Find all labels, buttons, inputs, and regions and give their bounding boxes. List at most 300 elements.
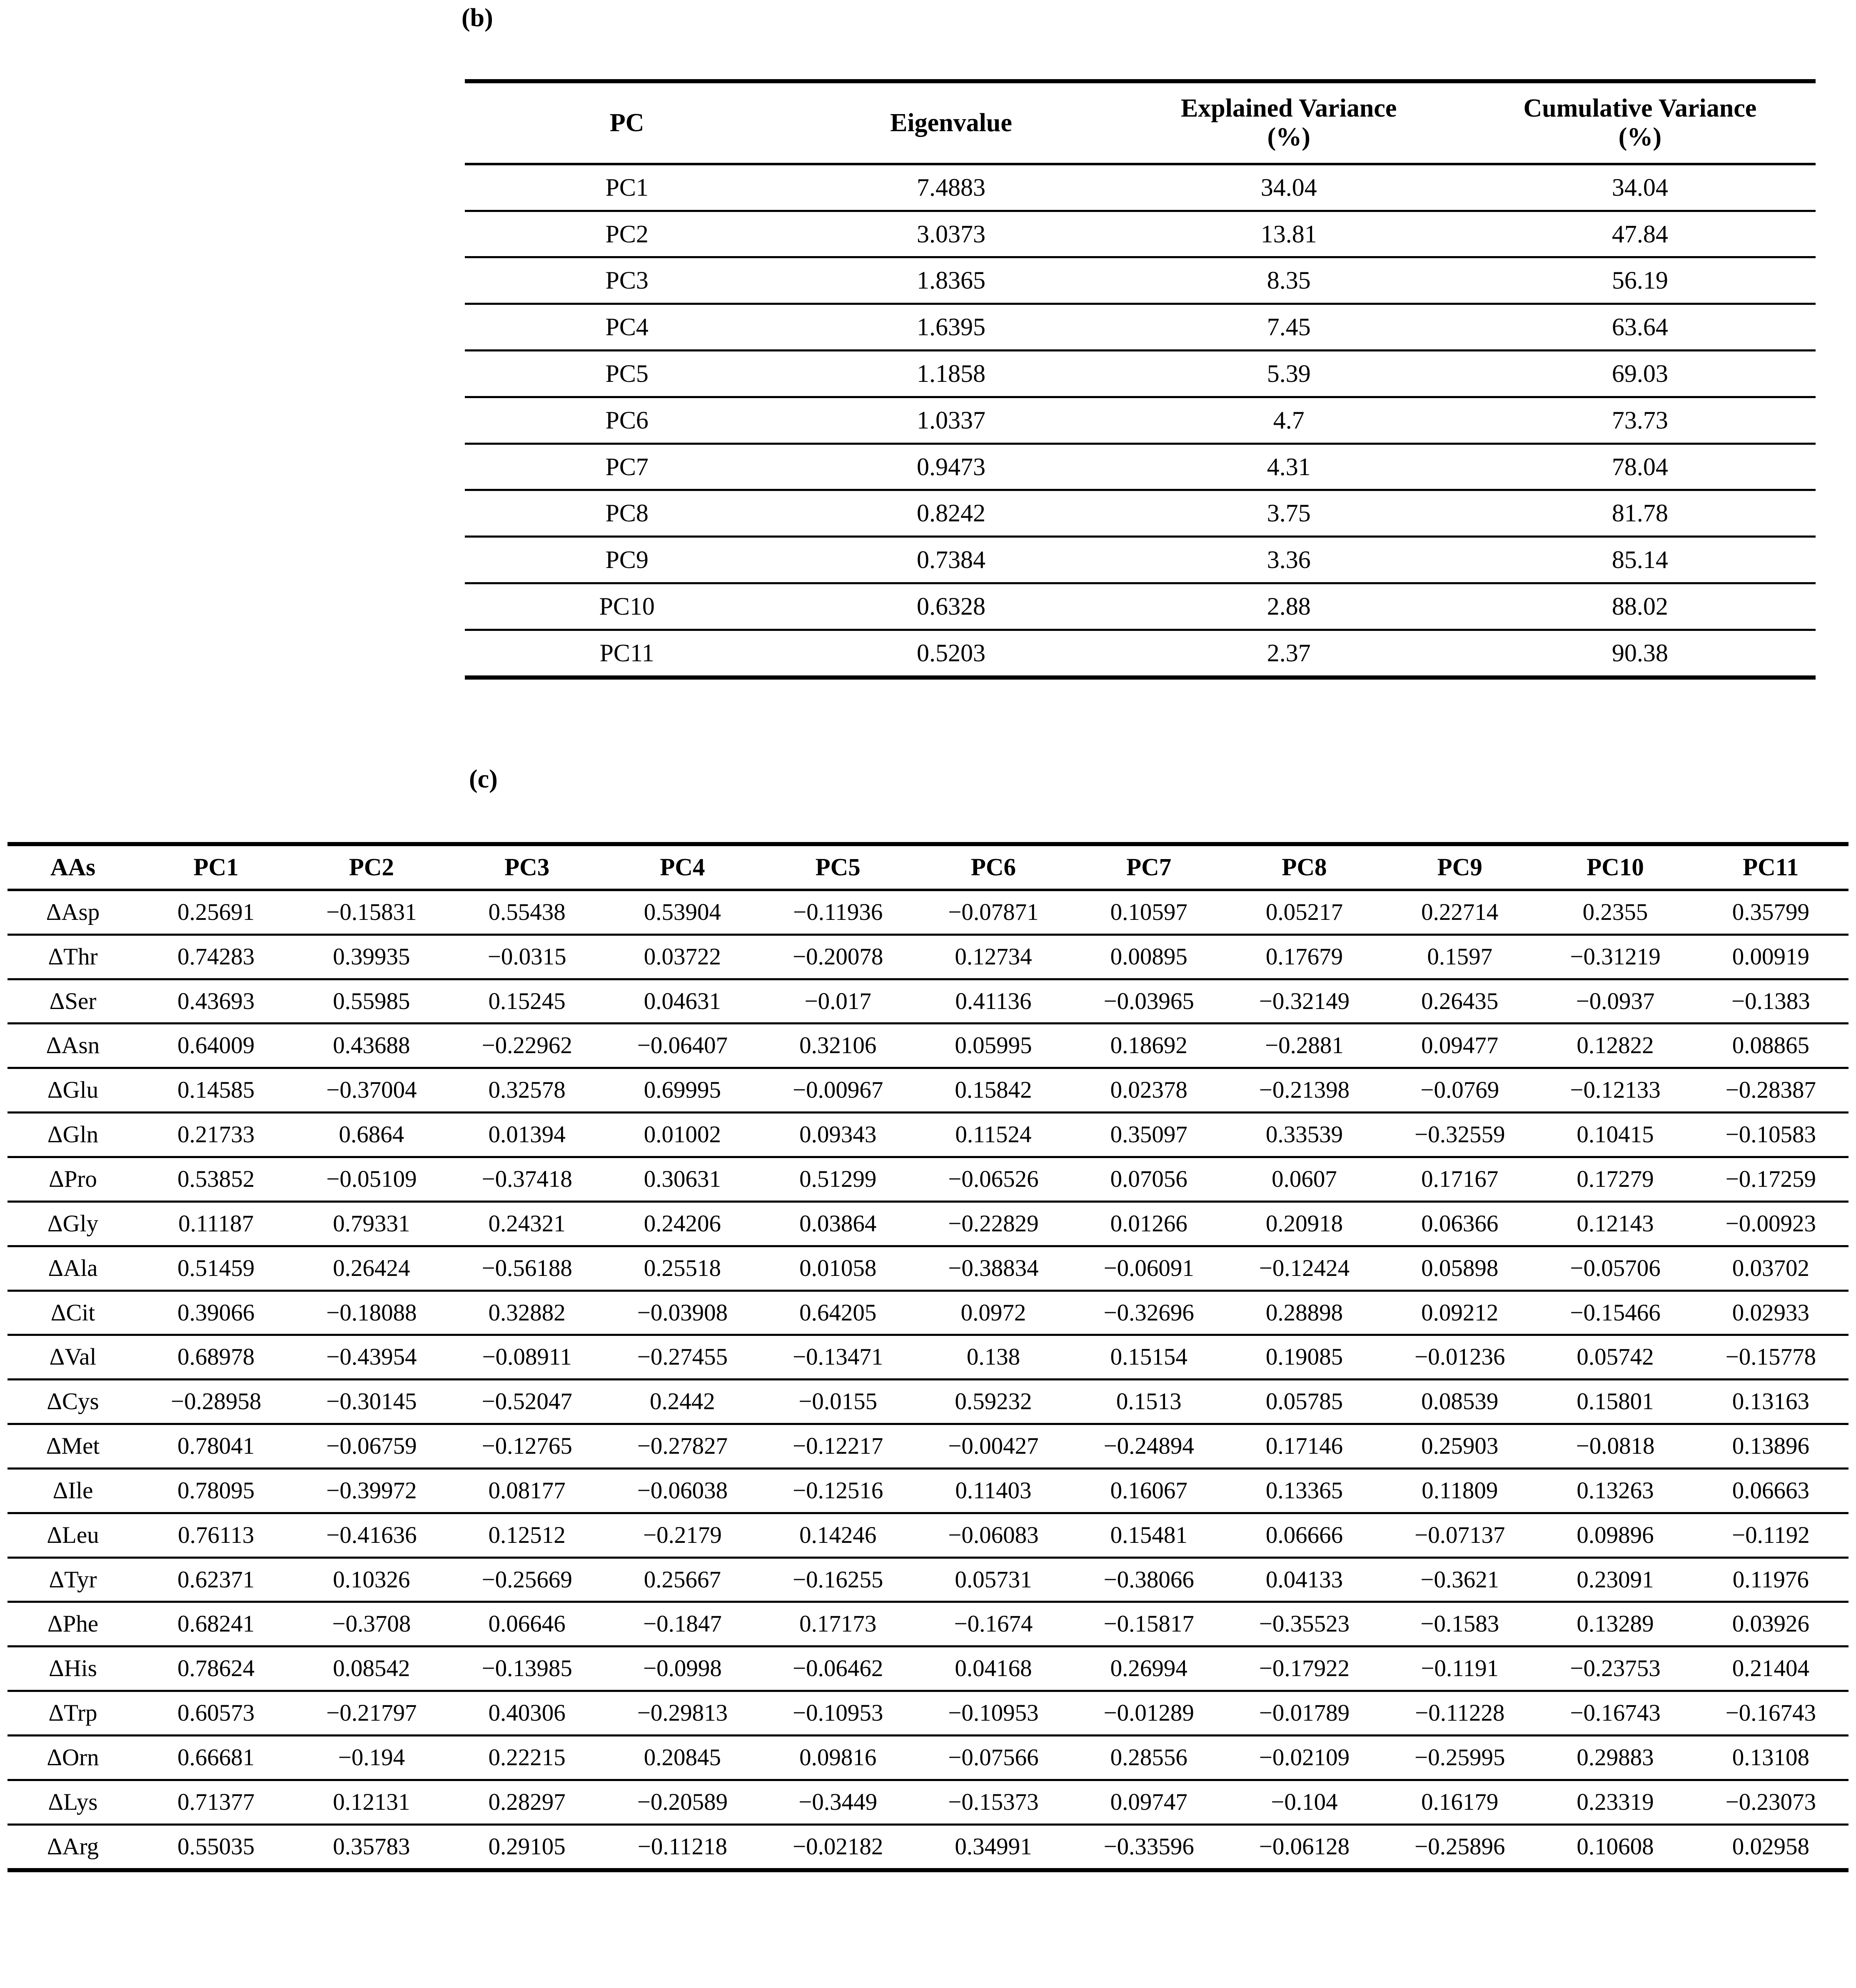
cell-pc: PC11 [465,630,789,677]
table-header-row [465,81,1816,164]
cell-aa-label: ΔOrn [7,1735,138,1780]
cell-loading-pc8: 0.06666 [1227,1513,1382,1557]
cell-loading-pc9: 0.26435 [1382,979,1537,1024]
cell-loading-pc5: 0.51299 [760,1157,916,1202]
cell-explained-variance: 2.37 [1113,630,1464,677]
table-row [7,1557,1849,1602]
cell-pc: PC7 [465,443,789,490]
cell-loading-pc7: 0.28556 [1071,1735,1227,1780]
cell-loading-pc9: −0.3621 [1382,1557,1537,1602]
cell-loading-pc8: 0.17679 [1227,934,1382,979]
cell-loading-pc11: 0.35799 [1732,899,1809,925]
column-header-pc8: PC8 [1227,844,1382,890]
cell-loading-pc5: −0.12516 [760,1468,916,1513]
cell-loading-pc11: 0.13108 [1693,1735,1849,1780]
cell-explained-variance: 4.7 [1113,397,1464,443]
cell-loading-pc11: 0.02958 [1693,1824,1849,1870]
cell-loading-pc3: 0.06646 [449,1602,605,1647]
cell-loading-pc8: −0.32149 [1227,979,1382,1024]
table-row [465,443,1816,490]
cell-loading-pc11: 0.03926 [1693,1602,1849,1647]
cell-loading-pc6: −0.07871 [948,899,1039,925]
cell-aa-label: ΔTrp [7,1691,138,1736]
cell-loading-pc5: −0.0155 [760,1380,916,1424]
cell-explained-variance: 3.36 [1113,537,1464,583]
cell-aa-label: ΔVal [7,1335,138,1380]
table-row [7,1380,1849,1424]
cell-cumulative-variance: 69.03 [1464,351,1816,397]
cell-cumulative-variance: 90.38 [1464,630,1816,677]
cell-loading-pc9: 0.25903 [1382,1424,1537,1469]
table-row [7,1246,1849,1290]
cell-loading-pc4: −0.20589 [605,1780,760,1824]
cell-loading-pc7: −0.38066 [1071,1557,1227,1602]
cell-loading-pc2: −0.37004 [294,1068,449,1113]
cell-pc: PC4 [465,304,789,351]
cell-loading-pc2: 0.79331 [294,1201,449,1246]
column-header-explained-variance-line1: Explained Variance [1180,94,1397,122]
cell-loading-pc1: 0.68241 [138,1602,294,1647]
cell-cumulative-variance: 81.78 [1464,490,1816,537]
cell-loading-pc1: 0.74283 [138,934,294,979]
cell-loading-pc9: 0.09477 [1382,1024,1537,1068]
cell-loading-pc10: 0.10415 [1537,1113,1693,1157]
cell-loading-pc3: −0.22962 [449,1024,605,1068]
cell-loading-pc6: 0.11524 [916,1113,1071,1157]
cell-loading-pc2: −0.43954 [294,1335,449,1380]
cell-loading-pc3: −0.25669 [449,1557,605,1602]
table-row [7,1824,1849,1870]
table-row [7,934,1849,979]
column-header-pc6: PC6 [916,844,1071,890]
cell-pc: PC3 [465,257,789,304]
cell-loading-pc7: 0.15154 [1071,1335,1227,1380]
cell-eigenvalue: 0.6328 [789,583,1113,630]
cell-loading-pc6: 0.05995 [916,1024,1071,1068]
cell-loading-pc1: 0.53852 [138,1157,294,1202]
cell-loading-pc8: −0.01789 [1227,1691,1382,1736]
cell-loading-pc2: 0.39935 [294,934,449,979]
table-row [7,1513,1849,1557]
cell-aa-label: ΔArg [7,1824,138,1870]
cell-loading-pc10: −0.0937 [1537,979,1693,1024]
cell-loading-pc1: −0.28958 [138,1380,294,1424]
cell-loading-pc10: −0.05706 [1537,1246,1693,1290]
cell-loading-pc4: 0.53904 [644,899,721,925]
cell-loading-pc6: 0.05731 [916,1557,1071,1602]
cell-loading-pc5: −0.06462 [760,1647,916,1691]
cell-loading-pc1: 0.68978 [138,1335,294,1380]
cell-loading-pc8: −0.12424 [1227,1246,1382,1290]
loadings-table-body [7,890,1849,1870]
cell-loading-pc1: 0.78095 [138,1468,294,1513]
cell-pc: PC1 [465,164,789,211]
cell-loading-pc7: −0.15817 [1071,1602,1227,1647]
table-row [465,351,1816,397]
cell-cumulative-variance: 73.73 [1464,397,1816,443]
cell-aa-label: ΔLeu [7,1513,138,1557]
cell-loading-pc6: −0.38834 [916,1246,1071,1290]
column-header-aas: AAs [7,844,138,890]
cell-loading-pc10: 0.15801 [1537,1380,1693,1424]
table-row [7,1468,1849,1513]
cell-loading-pc7: 0.15481 [1071,1513,1227,1557]
cell-loading-pc10: 0.23319 [1537,1780,1693,1824]
table-row [465,490,1816,537]
cell-loading-pc9: −0.01236 [1382,1335,1537,1380]
cell-loading-pc5: −0.16255 [760,1557,916,1602]
cell-loading-pc8: 0.0607 [1227,1157,1382,1202]
cell-loading-pc1: 0.62371 [138,1557,294,1602]
column-header-pc3: PC3 [449,844,605,890]
cell-aa-label: ΔTyr [7,1557,138,1602]
table-row [7,1735,1849,1780]
column-header-pc5: PC5 [760,844,916,890]
cell-aa-label: ΔIle [7,1468,138,1513]
cell-loading-pc5: −0.20078 [760,934,916,979]
cell-loading-pc4: −0.11218 [605,1824,760,1870]
loadings-table-container [7,842,1849,1872]
cell-loading-pc2: −0.194 [294,1735,449,1780]
cell-loading-pc4: −0.06407 [605,1024,760,1068]
cell-loading-pc10: 0.09896 [1537,1513,1693,1557]
cell-loading-pc4: −0.1847 [605,1602,760,1647]
cell-pc: PC5 [465,351,789,397]
cell-loading-pc6: 0.0972 [916,1290,1071,1335]
table-row [465,304,1816,351]
cell-loading-pc11: −0.1383 [1693,979,1849,1024]
cell-loading-pc11: 0.11976 [1693,1557,1849,1602]
cell-eigenvalue: 0.8242 [789,490,1113,537]
cell-loading-pc5: 0.09816 [760,1735,916,1780]
loadings-table-head [7,844,1849,890]
cell-loading-pc4: 0.2442 [605,1380,760,1424]
column-header-pc-line1: PC [609,108,644,137]
cell-loading-pc9: 0.1597 [1382,934,1537,979]
column-header-cumulative-variance-line2: (%) [1618,123,1662,152]
cell-loading-pc6: 0.04168 [916,1647,1071,1691]
cell-loading-pc5: 0.14246 [760,1513,916,1557]
table-row [465,211,1816,257]
cell-loading-pc5: 0.17173 [760,1602,916,1647]
cell-eigenvalue: 1.1858 [789,351,1113,397]
cell-loading-pc7: 0.18692 [1071,1024,1227,1068]
cell-loading-pc6: −0.22829 [916,1201,1071,1246]
cell-loading-pc7: −0.03965 [1071,979,1227,1024]
loadings-table [7,842,1849,1872]
cell-loading-pc2: −0.05109 [294,1157,449,1202]
cell-loading-pc3: 0.24321 [449,1201,605,1246]
cell-loading-pc6: −0.06526 [916,1157,1071,1202]
cell-loading-pc2: 0.55985 [294,979,449,1024]
cell-loading-pc5: 0.32106 [760,1024,916,1068]
cell-loading-pc9: −0.1191 [1382,1647,1537,1691]
cell-loading-pc2: 0.35783 [294,1824,449,1870]
cell-loading-pc1: 0.76113 [138,1513,294,1557]
cell-loading-pc6: 0.12734 [916,934,1071,979]
column-header-explained-variance [1113,81,1464,164]
cell-loading-pc10: 0.12143 [1537,1201,1693,1246]
cell-loading-pc4: −0.27455 [605,1335,760,1380]
cell-loading-pc5: −0.02182 [760,1824,916,1870]
cell-loading-pc9: 0.11809 [1382,1468,1537,1513]
table-row [7,1068,1849,1113]
cell-loading-pc7: 0.35097 [1071,1113,1227,1157]
cell-loading-pc9: 0.22714 [1421,899,1499,925]
table-row [465,164,1816,211]
cell-loading-pc9: −0.1583 [1382,1602,1537,1647]
cell-loading-pc7: 0.26994 [1071,1647,1227,1691]
cell-loading-pc6: −0.07566 [916,1735,1071,1780]
cell-loading-pc5: 0.01058 [760,1246,916,1290]
table-row [465,257,1816,304]
cell-loading-pc5: −0.10953 [760,1691,916,1736]
cell-loading-pc11: −0.15778 [1693,1335,1849,1380]
cell-cumulative-variance: 78.04 [1464,443,1816,490]
cell-loading-pc3: 0.08177 [449,1468,605,1513]
cell-pc: PC8 [465,490,789,537]
cell-loading-pc9: 0.05898 [1382,1246,1537,1290]
cell-loading-pc5: −0.00967 [760,1068,916,1113]
cell-aa-label: ΔHis [7,1647,138,1691]
cell-loading-pc8: −0.06128 [1227,1824,1382,1870]
cell-aa-label: ΔLys [7,1780,138,1824]
cell-loading-pc3: 0.32578 [449,1068,605,1113]
cell-loading-pc8: −0.104 [1227,1780,1382,1824]
cell-loading-pc9: 0.17167 [1382,1157,1537,1202]
cell-loading-pc2: −0.06759 [294,1424,449,1469]
cell-loading-pc10: 0.2355 [1582,899,1648,925]
table-row [7,1113,1849,1157]
cell-explained-variance: 8.35 [1113,257,1464,304]
cell-loading-pc10: 0.17279 [1537,1157,1693,1202]
cell-loading-pc3: −0.0315 [449,934,605,979]
cell-loading-pc11: 0.13163 [1693,1380,1849,1424]
cell-loading-pc10: 0.12822 [1537,1024,1693,1068]
table-row [7,1290,1849,1335]
cell-aa-label: ΔThr [7,934,138,979]
cell-loading-pc1: 0.14585 [138,1068,294,1113]
cell-explained-variance: 13.81 [1113,211,1464,257]
cell-loading-pc7: 0.1513 [1071,1380,1227,1424]
cell-aa-label: ΔPro [7,1157,138,1202]
cell-explained-variance: 7.45 [1113,304,1464,351]
cell-loading-pc6: −0.06083 [916,1513,1071,1557]
cell-loading-pc2: 0.08542 [294,1647,449,1691]
cell-loading-pc3: 0.12512 [449,1513,605,1557]
cell-loading-pc11: −0.1192 [1693,1513,1849,1557]
column-header-cumulative-variance [1464,81,1816,164]
cell-loading-pc1: 0.11187 [138,1201,294,1246]
cell-loading-pc4: 0.03722 [605,934,760,979]
cell-loading-pc3: −0.13985 [449,1647,605,1691]
table-row [465,630,1816,677]
cell-loading-pc2: 0.26424 [294,1246,449,1290]
table-row [7,890,1849,934]
cell-loading-pc2: −0.41636 [294,1513,449,1557]
cell-explained-variance: 3.75 [1113,490,1464,537]
cell-cumulative-variance: 88.02 [1464,583,1816,630]
eigenvalue-table-body [465,164,1816,678]
table-row [465,397,1816,443]
cell-loading-pc6: 0.34991 [916,1824,1071,1870]
eigenvalue-table-head [465,81,1816,164]
cell-aa-label: ΔAla [7,1246,138,1290]
cell-loading-pc11: 0.08865 [1693,1024,1849,1068]
cell-loading-pc10: 0.29883 [1537,1735,1693,1780]
cell-loading-pc1: 0.78624 [138,1647,294,1691]
cell-loading-pc11: 0.00919 [1693,934,1849,979]
cell-loading-pc4: 0.20845 [605,1735,760,1780]
cell-loading-pc8: −0.35523 [1227,1602,1382,1647]
cell-loading-pc10: −0.31219 [1537,934,1693,979]
cell-loading-pc3: 0.55438 [488,899,566,925]
table-row [465,583,1816,630]
column-header-eigenvalue-line1: Eigenvalue [890,108,1012,137]
cell-loading-pc10: 0.13263 [1537,1468,1693,1513]
cell-loading-pc4: 0.25667 [605,1557,760,1602]
cell-loading-pc6: −0.15373 [916,1780,1071,1824]
cell-explained-variance: 34.04 [1113,164,1464,211]
cell-loading-pc2: 0.10326 [294,1557,449,1602]
cell-loading-pc4: 0.30631 [605,1157,760,1202]
cell-aa-label: ΔAsn [7,1024,138,1068]
table-row [465,537,1816,583]
cell-loading-pc10: −0.12133 [1537,1068,1693,1113]
cell-eigenvalue: 1.0337 [789,397,1113,443]
cell-loading-pc8: 0.20918 [1227,1201,1382,1246]
cell-loading-pc2: −0.21797 [294,1691,449,1736]
column-header-cumulative-variance-line1: Cumulative Variance [1523,94,1757,122]
cell-loading-pc5: −0.3449 [760,1780,916,1824]
cell-loading-pc10: 0.13289 [1537,1602,1693,1647]
column-header-pc11: PC11 [1693,844,1849,890]
cell-loading-pc10: −0.15466 [1537,1290,1693,1335]
table-row [7,1157,1849,1202]
cell-loading-pc5: 0.03864 [760,1201,916,1246]
cell-loading-pc3: 0.15245 [449,979,605,1024]
cell-cumulative-variance: 47.84 [1464,211,1816,257]
cell-loading-pc3: −0.08911 [449,1335,605,1380]
cell-loading-pc10: −0.0818 [1537,1424,1693,1469]
cell-loading-pc11: 0.13896 [1693,1424,1849,1469]
cell-loading-pc5: −0.13471 [760,1335,916,1380]
cell-loading-pc11: 0.06663 [1693,1468,1849,1513]
cell-loading-pc8: −0.02109 [1227,1735,1382,1780]
cell-loading-pc11: 0.02933 [1693,1290,1849,1335]
cell-loading-pc8: −0.17922 [1227,1647,1382,1691]
cell-pc: PC10 [465,583,789,630]
cell-explained-variance: 2.88 [1113,583,1464,630]
cell-explained-variance: 5.39 [1113,351,1464,397]
table-row [7,1201,1849,1246]
cell-loading-pc1: 0.60573 [138,1691,294,1736]
cell-loading-pc2: −0.39972 [294,1468,449,1513]
cell-loading-pc8: 0.19085 [1227,1335,1382,1380]
cell-explained-variance: 4.31 [1113,443,1464,490]
cell-loading-pc8: 0.17146 [1227,1424,1382,1469]
cell-pc: PC6 [465,397,789,443]
cell-loading-pc5: −0.12217 [760,1424,916,1469]
cell-loading-pc5: −0.11936 [793,899,883,925]
column-header-explained-variance-line2: (%) [1267,123,1310,152]
panel-c-label: (c) [469,765,498,793]
cell-loading-pc8: 0.28898 [1227,1290,1382,1335]
cell-loading-pc4: −0.29813 [605,1691,760,1736]
cell-loading-pc3: 0.32882 [449,1290,605,1335]
column-header-pc7: PC7 [1071,844,1227,890]
table-row [7,1602,1849,1647]
cell-loading-pc6: 0.41136 [916,979,1071,1024]
column-header-pc4: PC4 [605,844,760,890]
table-row [7,1647,1849,1691]
cell-cumulative-variance: 56.19 [1464,257,1816,304]
cell-loading-pc3: 0.01394 [449,1113,605,1157]
cell-loading-pc7: 0.07056 [1071,1157,1227,1202]
cell-loading-pc9: −0.0769 [1382,1068,1537,1113]
cell-loading-pc11: −0.28387 [1693,1068,1849,1113]
cell-eigenvalue: 7.4883 [789,164,1113,211]
cell-loading-pc7: −0.33596 [1071,1824,1227,1870]
cell-loading-pc5: 0.09343 [760,1113,916,1157]
cell-aa-label: ΔCit [7,1290,138,1335]
table-row [7,1691,1849,1736]
cell-loading-pc5: −0.017 [760,979,916,1024]
cell-eigenvalue: 0.7384 [789,537,1113,583]
cell-loading-pc3: 0.22215 [449,1735,605,1780]
cell-loading-pc6: 0.59232 [916,1380,1071,1424]
cell-loading-pc10: 0.10608 [1537,1824,1693,1870]
cell-loading-pc4: −0.2179 [605,1513,760,1557]
eigenvalue-table-container [465,79,1816,680]
cell-loading-pc1: 0.55035 [138,1824,294,1870]
column-header-pc9: PC9 [1382,844,1537,890]
cell-loading-pc7: −0.06091 [1071,1246,1227,1290]
cell-loading-pc4: 0.25518 [605,1246,760,1290]
cell-pc: PC9 [465,537,789,583]
cell-eigenvalue: 1.8365 [789,257,1113,304]
cell-eigenvalue: 0.9473 [789,443,1113,490]
cell-eigenvalue: 0.5203 [789,630,1113,677]
cell-loading-pc6: 0.15842 [916,1068,1071,1113]
cell-loading-pc2: 0.6864 [294,1113,449,1157]
table-row [7,979,1849,1024]
cell-loading-pc8: 0.33539 [1227,1113,1382,1157]
cell-aa-label: ΔSer [7,979,138,1024]
cell-loading-pc11: −0.16743 [1693,1691,1849,1736]
cell-loading-pc4: 0.24206 [605,1201,760,1246]
cell-loading-pc7: 0.10597 [1110,899,1187,925]
cell-loading-pc7: −0.32696 [1071,1290,1227,1335]
cell-cumulative-variance: 85.14 [1464,537,1816,583]
cell-loading-pc2: 0.43688 [294,1024,449,1068]
cell-loading-pc2: −0.18088 [294,1290,449,1335]
cell-loading-pc7: 0.00895 [1071,934,1227,979]
cell-loading-pc11: −0.23073 [1693,1780,1849,1824]
cell-loading-pc6: −0.10953 [916,1691,1071,1736]
cell-aa-label: ΔGly [7,1201,138,1246]
panel-b-label: (b) [462,4,493,32]
cell-loading-pc9: 0.16179 [1382,1780,1537,1824]
cell-loading-pc11: −0.00923 [1693,1201,1849,1246]
cell-loading-pc3: 0.40306 [449,1691,605,1736]
cell-loading-pc4: −0.06038 [605,1468,760,1513]
cell-loading-pc9: −0.07137 [1382,1513,1537,1557]
table-row [7,1424,1849,1469]
cell-loading-pc1: 0.25691 [177,899,255,925]
cell-loading-pc1: 0.21733 [138,1113,294,1157]
column-header-pc10: PC10 [1537,844,1693,890]
